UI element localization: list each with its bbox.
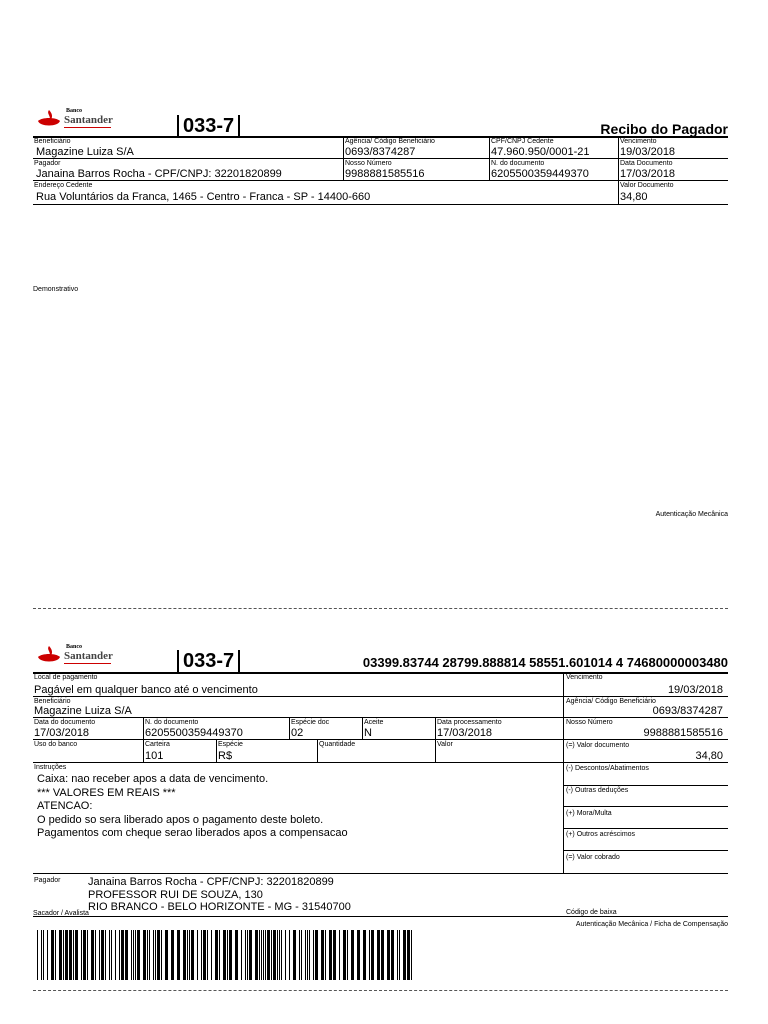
outros-acrescimos-label: (+) Outros acréscimos [566,831,636,838]
nosso-numero-label: Nosso Número [345,160,392,167]
valor-documento-value: 34,80 [620,191,648,203]
valor-cobrado-label: (=) Valor cobrado [566,854,620,861]
bank-label: Banco [66,644,83,650]
bank-code: 033-7 [177,115,240,137]
slip-rule [33,762,728,763]
data-documento-label: Data do documento [34,719,96,726]
pagador-line: RIO BRANCO - BELO HORIZONTE - MG - 31540700 [88,901,351,913]
receipt-rule [33,158,728,159]
demonstrativo-label: Demonstrativo [33,286,79,293]
slip-divider [362,717,363,739]
instrucao-line: *** VALORES EM REAIS *** [37,786,176,799]
instrucao-line: O pedido so sera liberado apos o pagamento deste boleto. [37,813,324,826]
especie-label: Espécie [218,741,243,748]
bank-name: Santander [64,114,113,126]
slip-rule [33,717,728,718]
bank-name: Santander [64,650,113,662]
data-documento-value: 17/03/2018 [620,168,676,180]
santander-flame-icon [36,644,62,666]
santander-flame-icon [36,108,62,130]
local-pagamento-label: Local de pagamento [34,674,98,681]
sacador-avalista-label: Sacador / Avalista [33,910,89,917]
slip-rule [33,696,728,697]
data-processamento-value: 17/03/2018 [437,727,493,739]
bank-code: 033-7 [177,650,240,672]
carteira-label: Carteira [145,741,170,748]
vencimento-label: Vencimento [620,138,657,145]
data-documento-value: 17/03/2018 [34,727,90,739]
logo-underline [64,663,111,664]
autenticacao-mecanica-label: Autenticação Mecânica [655,511,728,518]
aceite-label: Aceite [364,719,384,726]
pagador-label: Pagador [34,877,61,884]
valor-documento-label: Valor Documento [620,182,674,189]
pagador-line: Janaina Barros Rocha - CPF/CNPJ: 32201820899 [88,876,334,888]
beneficiario-value: Magazine Luiza S/A [36,146,134,158]
slip-divider [289,717,290,739]
slip-divider [143,717,144,762]
especie-value: R$ [218,750,233,762]
cut-line [33,990,728,991]
endereco-value: Rua Voluntários da Franca, 1465 - Centro - Franca - SP - 14400-660 [36,191,371,203]
num-documento-label: N. do documento [145,719,199,726]
vencimento-value: 19/03/2018 [620,146,676,158]
agencia-label: Agência/ Código Beneficiário [345,138,435,145]
agencia-label: Agência/ Código Beneficiário [566,698,656,705]
receipt-divider [618,137,619,204]
instrucao-line: ATENCAO: [37,800,93,812]
slip-rule [33,873,728,874]
linha-digitavel: 03399.83744 28799.888814 58551.601014 4 74680000003480 [362,655,728,670]
valor-documento-value: 34,80 [695,750,723,762]
slip-divider [435,717,436,762]
slip-top-rule [33,672,728,674]
nosso-numero-value: 9988881585516 [643,727,723,739]
pagador-block [88,876,351,914]
pagador-label: Pagador [34,160,61,167]
pagador-line: PROFESSOR RUI DE SOUZA, 130 [88,888,263,901]
endereco-label: Endereço Cedente [34,182,93,189]
barcode [37,930,417,980]
quantidade-label: Quantidade [319,741,356,748]
cpf-cedente-label: CPF/CNPJ Cedente [491,138,554,145]
slip-rule [33,739,728,740]
agencia-value: 0693/8374287 [345,146,416,158]
especie-doc-label: Espécie doc [291,719,330,726]
receipt-rule [33,180,728,181]
santander-logo [36,108,116,132]
slip-rule [563,806,728,807]
aceite-value: N [364,727,372,739]
santander-logo [36,644,116,668]
valor-label: Valor [437,741,453,748]
slip-rule [563,785,728,786]
vencimento-label: Vencimento [566,674,603,681]
mora-multa-label: (+) Mora/Multa [566,810,612,817]
num-documento-label: N. do documento [491,160,545,167]
bank-label: Banco [66,108,83,114]
logo-underline [64,127,111,128]
cut-line [33,608,728,609]
receipt-title: Recibo do Pagador [600,121,728,137]
num-documento-value: 6205500359449370 [145,727,243,739]
local-pagamento-value: Pagável em qualquer banco até o vencimento [34,684,258,696]
slip-divider [216,739,217,762]
beneficiario-value: Magazine Luiza S/A [34,705,132,717]
pagador-value: Janaina Barros Rocha - CPF/CNPJ: 32201820899 [36,168,282,180]
agencia-value: 0693/8374287 [652,705,723,717]
vencimento-value: 19/03/2018 [667,684,723,696]
especie-doc-value: 02 [291,727,304,739]
uso-banco-label: Uso do banco [34,741,78,748]
num-documento-value: 6205500359449370 [491,168,589,180]
outras-deducoes-label: (-) Outras deduções [566,787,629,794]
instrucoes-label: Instruções [34,764,67,771]
slip-rule [563,828,728,829]
cpf-cedente-value: 47.960.950/0001-21 [491,146,590,158]
slip-divider [563,673,564,873]
receipt-divider [489,137,490,180]
slip-rule [33,916,728,917]
receipt-divider [343,137,344,180]
instrucao-line: Pagamentos com cheque serao liberados apos a compensacao [37,827,348,839]
slip-divider [317,739,318,762]
data-processamento-label: Data processamento [437,719,502,726]
ficha-compensacao-label: Autenticação Mecânica / Ficha de Compensação [575,921,728,928]
valor-documento-label: (=) Valor documento [566,742,630,749]
instrucao-line: Caixa: nao receber apos a data de vencimento. [37,773,269,785]
slip-rule [563,850,728,851]
nosso-numero-label: Nosso Número [566,719,613,726]
descontos-label: (-) Descontos/Abatimentos [566,765,649,772]
nosso-numero-value: 9988881585516 [345,168,425,180]
beneficiario-label: Beneficiário [34,138,71,145]
instrucoes-text [37,773,348,841]
receipt-rule [33,204,728,205]
data-documento-label: Data Documento [620,160,673,167]
beneficiario-label: Beneficiário [34,698,71,705]
codigo-baixa-label: Código de baixa [566,909,617,916]
carteira-value: 101 [145,750,164,762]
